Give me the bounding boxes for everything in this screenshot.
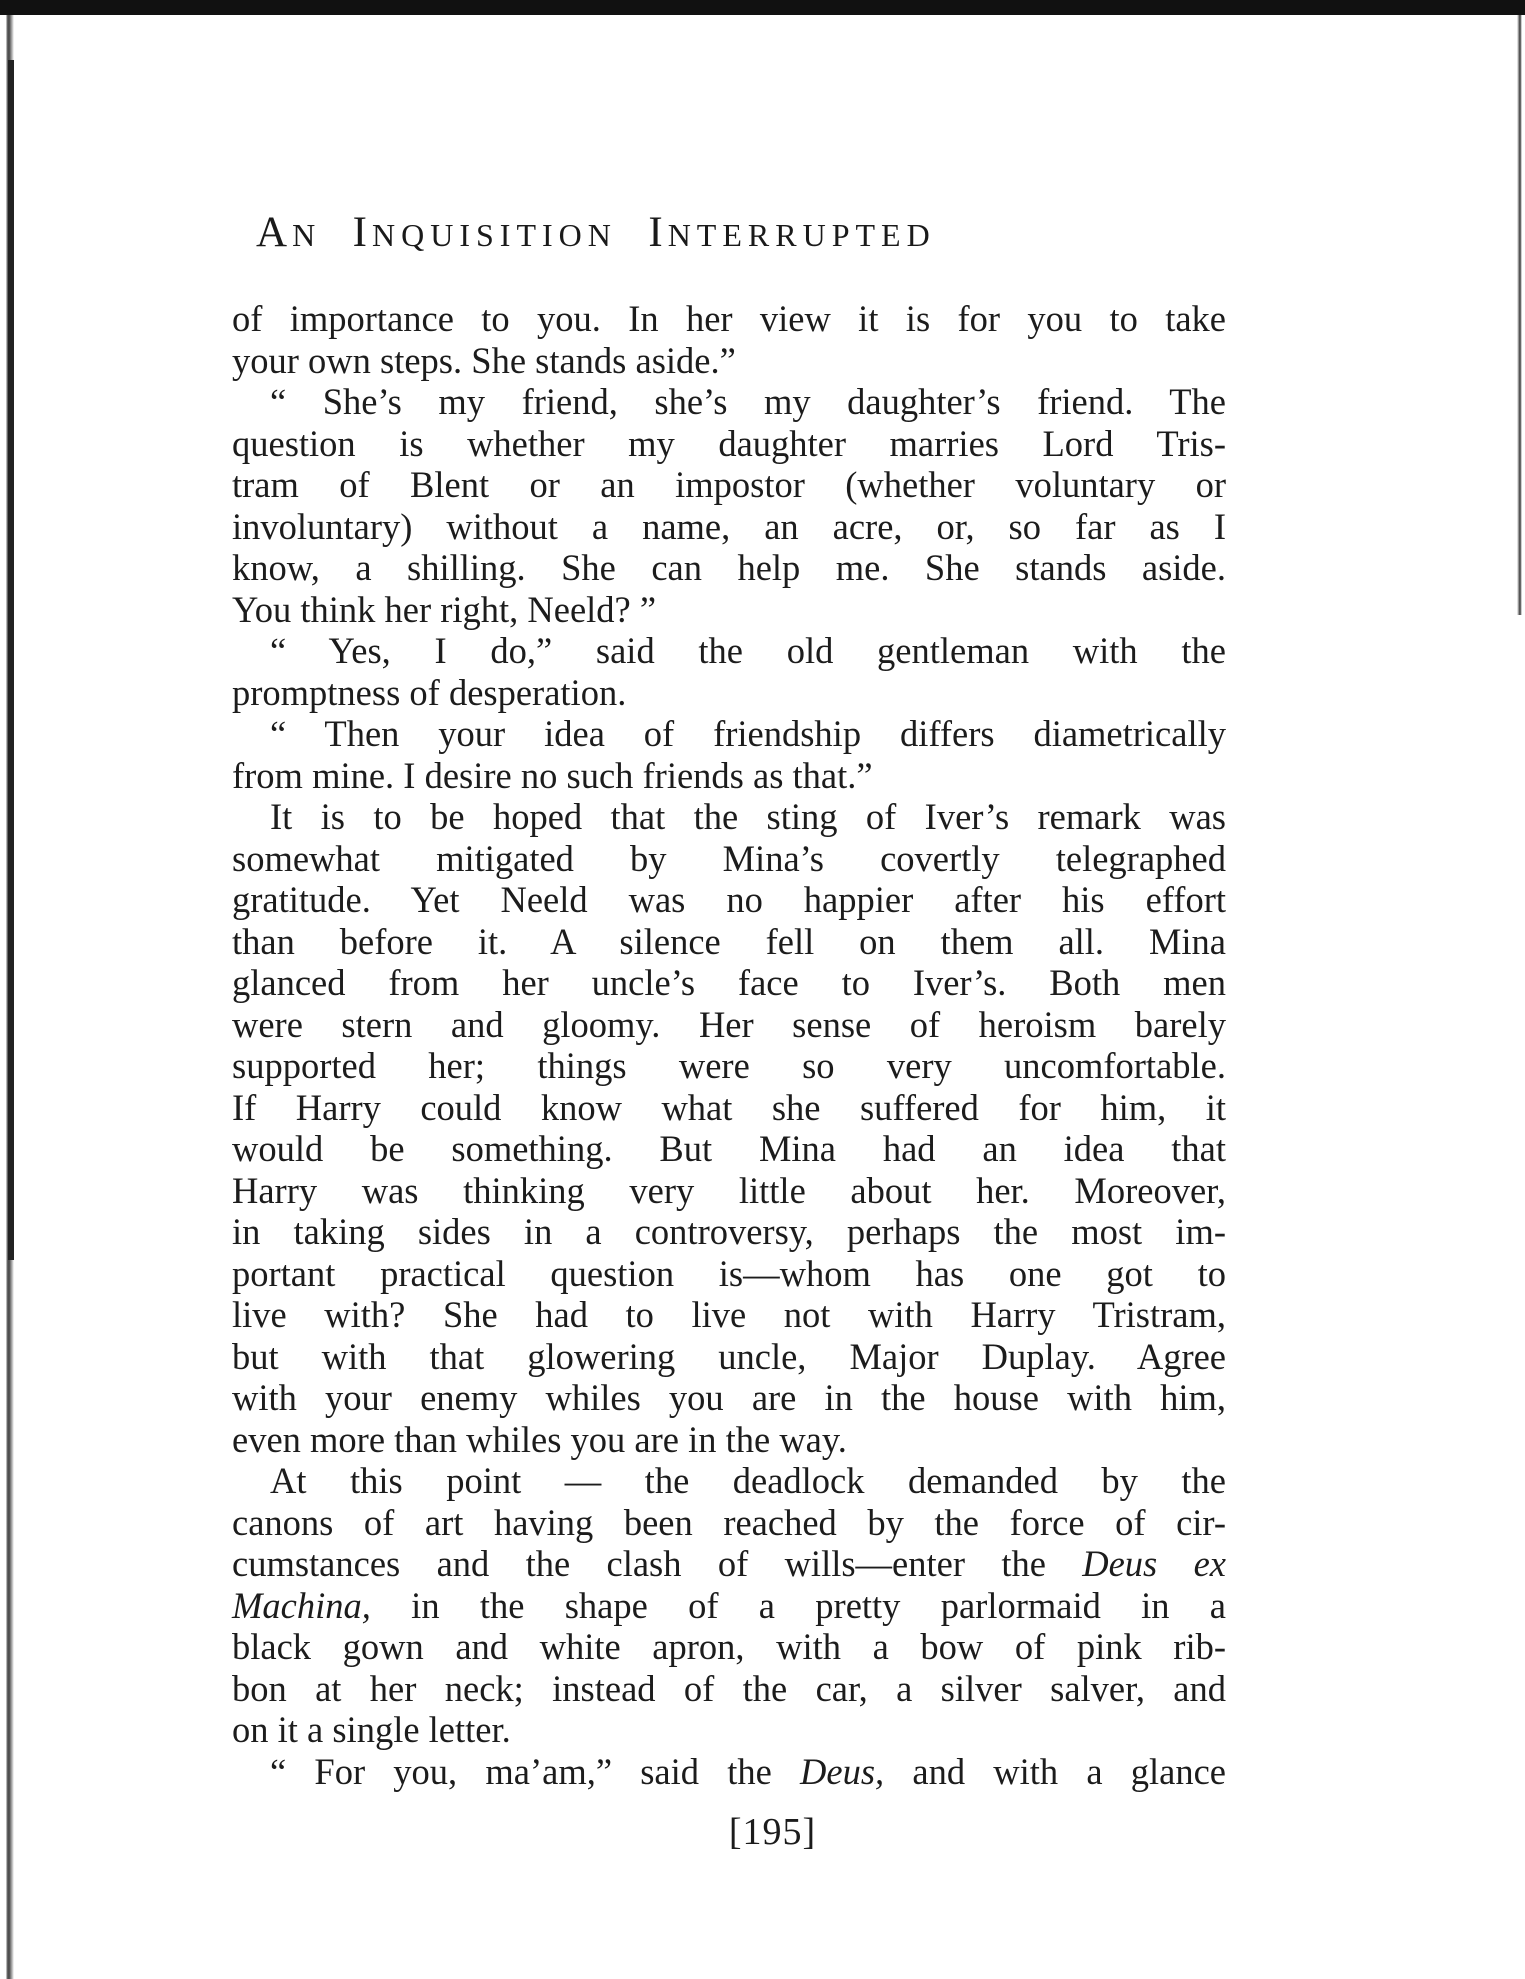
italic-text: Deus ex [1082, 1543, 1226, 1584]
text-line: If Harry could know what she suffered for him, it [232, 1086, 1226, 1128]
italic-text: Machina, [232, 1584, 371, 1626]
running-head-smallcaps: NQUISITION [372, 217, 617, 253]
text-line: “ She’s my friend, she’s my daughter’s friend. The [270, 381, 1226, 422]
text-line [232, 1585, 1226, 1627]
text-line: It is to be hoped that the sting of Iver’s remark was [270, 796, 1226, 837]
text-line: “ Yes, I do,” said the old gentleman with the [270, 630, 1226, 671]
text-line: “ Then your idea of friendship differs diametrically [270, 713, 1226, 754]
text-line: gratitude. Yet Neeld was no happier after his effort [232, 879, 1226, 920]
text-line: black gown and white apron, with a bow of pink rib- [232, 1626, 1226, 1667]
text-line: question is whether my daughter marries Lord Tris- [232, 422, 1226, 464]
text-line: know, a shilling. She can help me. She stands aside. [232, 547, 1226, 588]
text-line: in taking sides in a controversy, perhaps the most im- [232, 1211, 1226, 1252]
text-line: from mine. I desire no such friends as that.” [232, 754, 873, 796]
body-text [232, 298, 1226, 1792]
running-head-cap: I [352, 209, 372, 256]
text-line: live with? She had to live not with Harry Tristram, [232, 1294, 1226, 1335]
text-segment: “ For you, ma’am,” said the [270, 1750, 772, 1792]
text-line: supported her; things were so very uncomfortable. [232, 1045, 1226, 1086]
text-line: At this point — the deadlock demanded by the [270, 1460, 1226, 1501]
text-line: bon at her neck; instead of the car, a silver salver, and [232, 1667, 1226, 1709]
text-line: were stern and gloomy. Her sense of heroism barely [232, 1003, 1226, 1045]
running-head-cap: I [648, 209, 668, 256]
text-line [232, 1751, 1226, 1793]
text-line [232, 1543, 1226, 1585]
running-head-smallcaps: NTERRUPTED [667, 217, 936, 253]
text-line: would be something. But Mina had an idea that [232, 1128, 1226, 1169]
running-head-smallcaps: N [292, 217, 322, 253]
text-line: of importance to you. In her view it is for you to take [232, 298, 1226, 339]
text-line: involuntary) without a name, an acre, or, so far as I [232, 505, 1226, 547]
text-line: Harry was thinking very little about her. Moreover, [232, 1169, 1226, 1211]
text-line: but with that glowering uncle, Major Duplay. Agree [232, 1335, 1226, 1377]
text-line: with your enemy whiles you are in the house with him, [232, 1377, 1226, 1418]
running-head [256, 208, 1216, 257]
text-line: You think her right, Neeld? ” [232, 588, 657, 630]
page-number: [195] [728, 1811, 817, 1853]
text-segment: and with a glance [912, 1750, 1226, 1792]
text-line: tram of Blent or an impostor (whether voluntary or [232, 464, 1226, 505]
running-head-cap: A [256, 209, 293, 256]
text-segment: in the shape of a pretty parlormaid in a [411, 1584, 1227, 1626]
text-line: portant practical question is—whom has one got to [232, 1252, 1226, 1294]
text-line: your own steps. She stands aside.” [232, 339, 736, 381]
text-segment: cumstances and the clash of wills—enter the [232, 1543, 1046, 1584]
text-line: promptness of desperation. [232, 671, 627, 713]
text-line: on it a single letter. [232, 1709, 511, 1750]
text-line: glanced from her uncle’s face to Iver’s. Both men [232, 962, 1226, 1003]
text-line: somewhat mitigated by Mina’s covertly telegraphed [232, 837, 1226, 879]
text-line: even more than whiles you are in the way. [232, 1418, 847, 1460]
italic-text: Deus, [800, 1750, 885, 1792]
text-line: canons of art having been reached by the force of cir- [232, 1501, 1226, 1543]
text-line: than before it. A silence fell on them all. Mina [232, 920, 1226, 962]
